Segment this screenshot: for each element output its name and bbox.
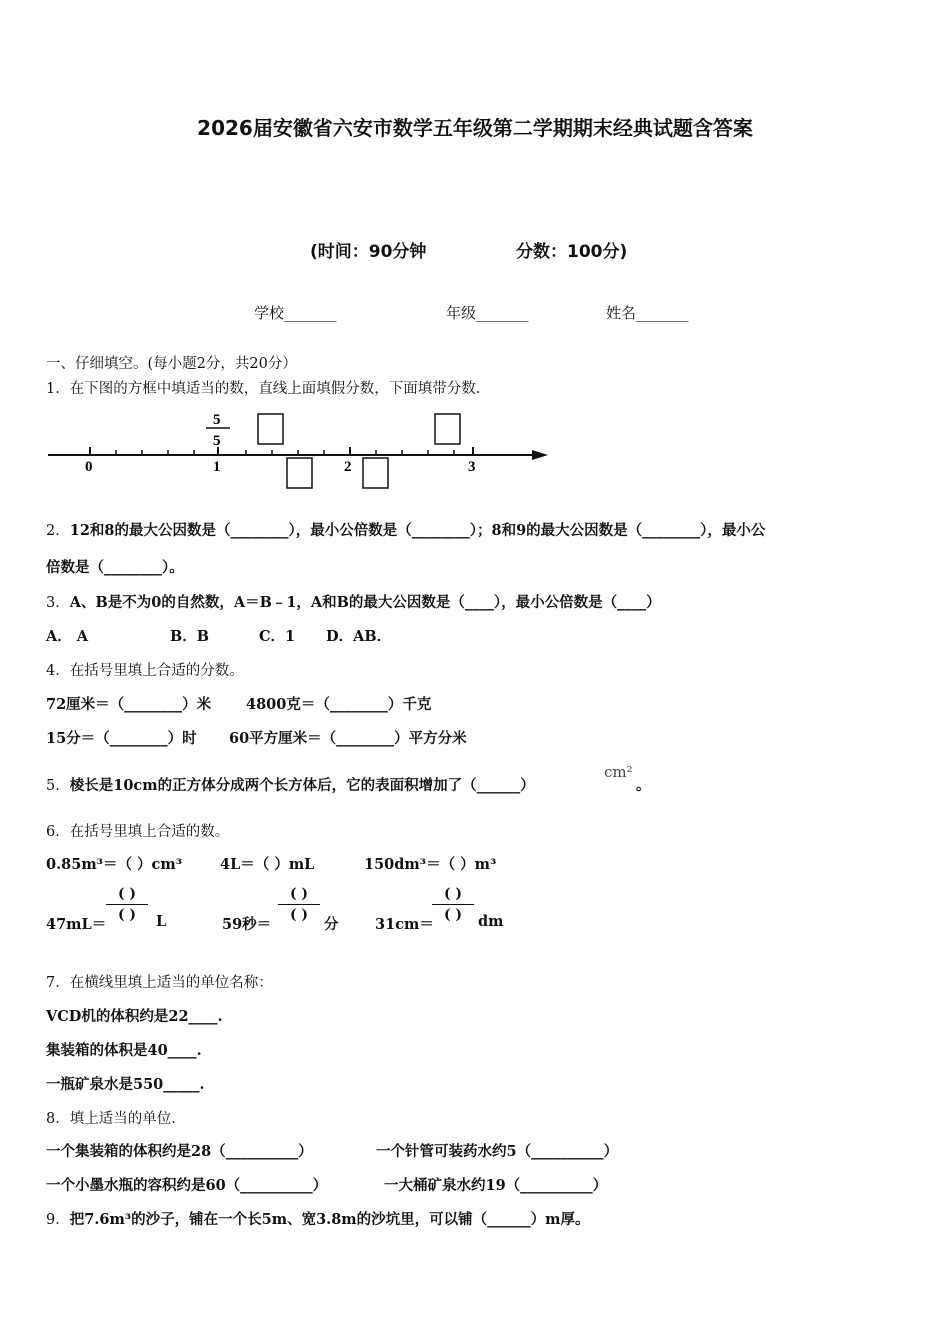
fraction-denominator: ( )	[117, 907, 137, 923]
question-text: 填上适当的单位．	[69, 1111, 186, 1127]
q6-item-2: 4L＝（ ）mL	[220, 856, 315, 873]
question-text: 在括号里填上合适的数。	[69, 824, 230, 840]
question-number: 5．	[46, 778, 70, 794]
section-heading: 一、仔细填空。(每小题2分，共20分）	[46, 356, 297, 372]
q6-frac-3-unit: dm	[478, 913, 504, 930]
q6-fraction-3	[432, 886, 474, 923]
question-text: 在括号里填上合适的分数。	[69, 663, 244, 679]
question-text: A、B是不为0的自然数，A＝B﹣1，A和B的最大公因数是（____），最小公倍数是（____）	[69, 594, 661, 611]
question-text: 在横线里填上适当的单位名称：	[69, 975, 273, 991]
answer-box-below-2	[363, 458, 388, 488]
fraction-numerator: ( )	[289, 886, 309, 902]
q6-frac-2-prefix: 59秒＝	[222, 916, 272, 933]
question-1	[46, 377, 490, 398]
q6-frac-2-unit: 分	[324, 916, 339, 933]
major-ticks	[90, 447, 473, 455]
fraction-numerator: 5	[213, 412, 221, 428]
tick-label-1: 1	[213, 459, 221, 475]
question-text: 12和8的最大公因数是（________），最小公倍数是（________）；8和9的最大公因数是（________），最小公	[69, 522, 766, 539]
question-number: 1．	[46, 381, 70, 397]
q8-item-b: 一个针管可装药水约5（__________）	[376, 1143, 619, 1160]
question-text: 把7.6m³的沙子，铺在一个长5m、宽3.8m的沙坑里，可以铺（______）m厚。	[69, 1211, 590, 1228]
answer-box-below-1	[287, 458, 312, 488]
option-c: C．1	[259, 628, 296, 645]
q5-end: 。	[636, 777, 651, 794]
question-number: 3．	[46, 595, 70, 611]
option-b: B．B	[170, 628, 210, 645]
q7-item-b: 集装箱的体积是40____.	[46, 1042, 202, 1059]
question-2-line-1	[46, 519, 765, 540]
q8-item-c: 一个小墨水瓶的容积约是60（__________）	[46, 1177, 328, 1194]
name-field: 姓名_______	[606, 304, 689, 322]
school-field: 学校_______	[254, 304, 337, 322]
tick-label-3: 3	[468, 459, 476, 475]
question-7	[46, 971, 273, 992]
question-4	[46, 659, 244, 680]
q6-fraction-1	[106, 886, 148, 923]
fraction-numerator: ( )	[443, 886, 463, 902]
q8-item-d: 一大桶矿泉水约19（__________）	[384, 1177, 608, 1194]
question-6	[46, 820, 229, 841]
answer-box-above-1	[258, 414, 283, 444]
q4-item-2: 4800克＝（________）千克	[246, 696, 432, 713]
q6-item-3: 150dm³＝（ ）m³	[364, 856, 497, 873]
q8-item-a: 一个集装箱的体积约是28（__________）	[46, 1143, 313, 1160]
page-title: 2026届安徽省六安市数学五年级第二学期期末经典试题含答案	[197, 116, 753, 140]
question-number: 4．	[46, 663, 70, 679]
q4-item-4: 60平方厘米＝（________）平方分米	[229, 730, 467, 747]
question-number: 8．	[46, 1111, 70, 1127]
fraction-denominator: 5	[213, 433, 221, 449]
tick-label-2: 2	[344, 459, 352, 475]
fraction-numerator: ( )	[117, 886, 137, 902]
arrow-head-icon	[532, 450, 548, 460]
fraction-denominator: ( )	[289, 907, 309, 923]
q6-frac-1-unit: L	[156, 913, 167, 930]
tick-label-0: 0	[85, 459, 93, 475]
question-number: 9．	[46, 1212, 70, 1228]
question-text: 棱长是10cm的正方体分成两个长方体后，它的表面积增加了（______）	[69, 777, 535, 794]
option-d: D．AB．	[326, 628, 392, 645]
q6-item-1: 0.85m³＝（ ）cm³	[46, 856, 183, 873]
question-number: 2．	[46, 523, 70, 539]
grade-field: 年级_______	[446, 304, 529, 322]
question-8	[46, 1107, 186, 1128]
question-number: 7．	[46, 975, 70, 991]
number-line-figure	[40, 400, 560, 500]
fraction-denominator: ( )	[443, 907, 463, 923]
question-5	[46, 774, 535, 795]
q6-fraction-2	[278, 886, 320, 923]
answer-box-above-2	[435, 414, 460, 444]
q6-frac-1-prefix: 47mL＝	[46, 916, 107, 933]
q7-item-c: 一瓶矿泉水是550_____.	[46, 1076, 205, 1093]
question-2-line-2: 倍数是（________）。	[46, 559, 184, 576]
question-3	[46, 591, 661, 612]
option-a: A． A	[46, 628, 89, 645]
exam-time: (时间：90分钟	[310, 242, 427, 262]
q7-item-a: VCD机的体积约是22____.	[46, 1008, 223, 1025]
unit-cm2: cm²	[604, 763, 633, 781]
q4-item-1: 72厘米＝（________）米	[46, 696, 212, 713]
question-number: 6．	[46, 824, 70, 840]
q6-frac-3-prefix: 31cm＝	[375, 916, 434, 933]
question-9	[46, 1208, 590, 1229]
exam-score: 分数：100分)	[516, 242, 628, 262]
q4-item-3: 15分＝（________）时	[46, 730, 197, 747]
question-text: 在下图的方框中填适当的数，直线上面填假分数，下面填带分数．	[69, 381, 491, 397]
